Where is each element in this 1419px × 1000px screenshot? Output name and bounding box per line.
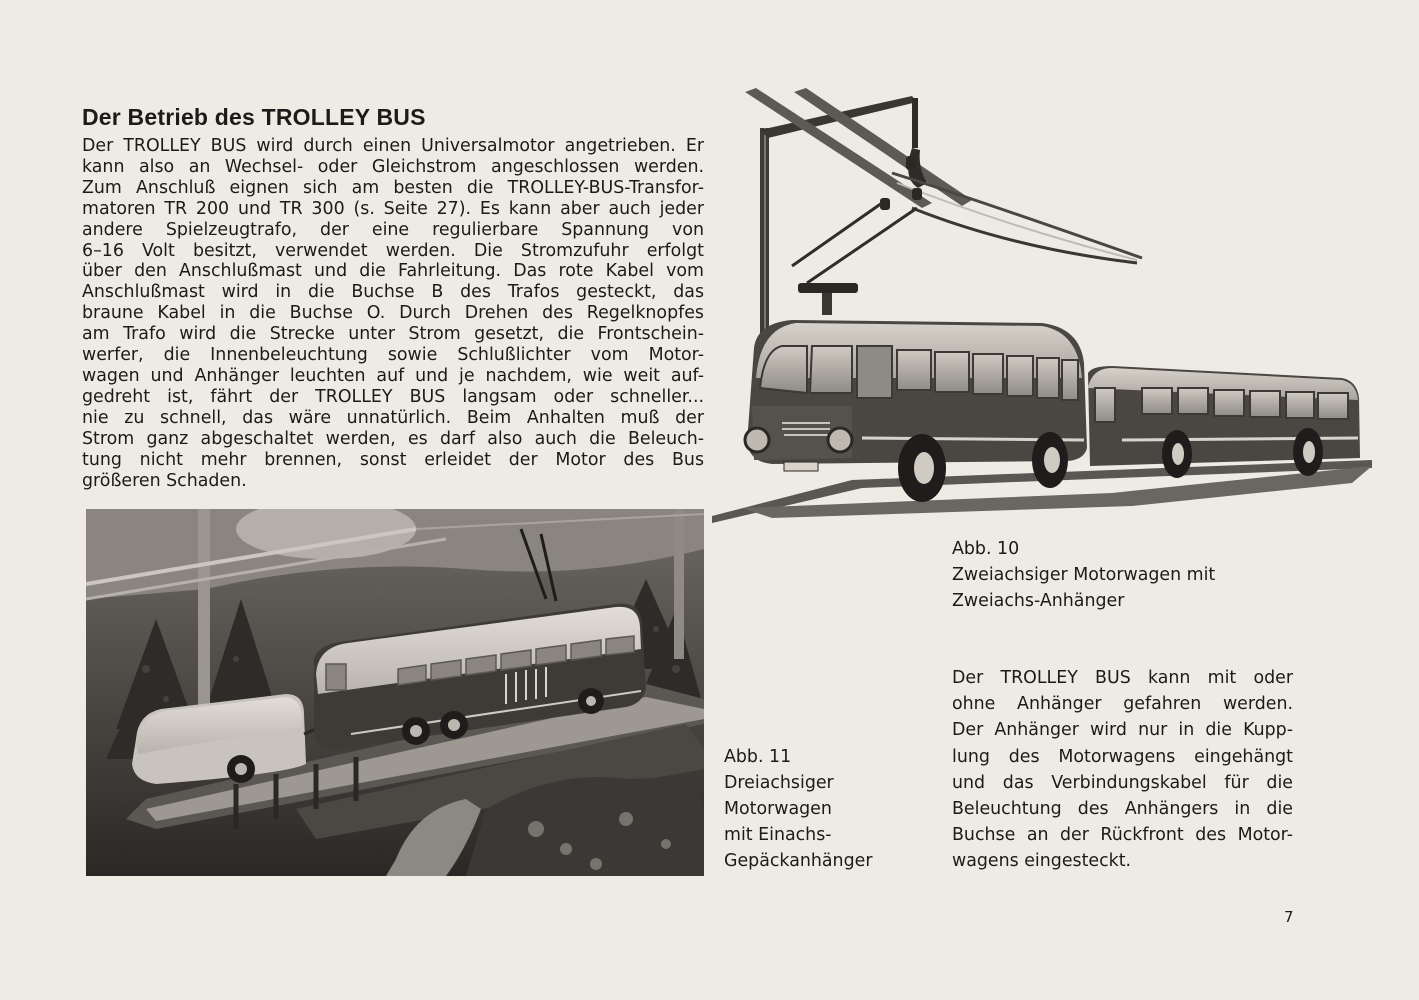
body-line: werfer, die Innenbeleuchtung sowie Schlußlichter vom Motor- bbox=[82, 345, 704, 366]
body-line: kann also an Wechsel- oder Gleichstrom angeschlossen werden. bbox=[82, 156, 704, 177]
photo-abb-11 bbox=[86, 509, 704, 876]
caption-line: Zweiachs-Anhänger bbox=[952, 591, 1125, 611]
caption-line: Zweiachsiger Motorwagen mit bbox=[952, 565, 1216, 585]
body-line: matoren TR 200 und TR 300 (s. Seite 27). Es kann aber auch jeder bbox=[82, 198, 704, 219]
body-line: Anschlußmast wird in die Buchse B des Trafos gesteckt, das bbox=[82, 282, 704, 303]
body-paragraph bbox=[82, 136, 704, 491]
section-heading: Der Betrieb des TROLLEY BUS bbox=[82, 104, 426, 130]
body-line: Strom ganz abgeschaltet werden, es darf also auch die Beleuch- bbox=[82, 428, 704, 449]
body-line: wagen und Anhänger leuchten auf und je nachdem, wie weit auf- bbox=[82, 365, 704, 386]
caption-line: Abb. 11 bbox=[724, 747, 792, 767]
side-paragraph bbox=[952, 665, 1293, 875]
body-line: tung nicht mehr brennen, sonst erleidet der Motor des Bus bbox=[82, 449, 704, 470]
side-line: wagens eingesteckt. bbox=[952, 851, 1132, 872]
caption-line: Gepäckanhänger bbox=[724, 851, 873, 871]
side-line: lung des Motorwagens eingehängt bbox=[952, 746, 1293, 767]
page-number: 7 bbox=[1284, 908, 1294, 926]
side-line: Der TROLLEY BUS kann mit oder bbox=[952, 668, 1293, 688]
side-line: Beleuchtung des Anhängers in die bbox=[952, 799, 1293, 820]
body-line: Der TROLLEY BUS wird durch einen Universalmotor angetrieben. Er bbox=[82, 136, 704, 156]
caption-line: Abb. 10 bbox=[952, 539, 1020, 559]
figure-caption-abb-11 bbox=[724, 744, 872, 874]
caption-line: Dreiachsiger bbox=[724, 773, 834, 793]
caption-line: mit Einachs- bbox=[724, 825, 832, 845]
caption-line: Motorwagen bbox=[724, 799, 832, 819]
body-line: über den Anschlußmast und die Fahrleitung. Das rote Kabel vom bbox=[82, 261, 704, 282]
body-line: andere Spielzeugtrafo, der eine regulierbare Spannung von bbox=[82, 219, 704, 240]
body-line: braune Kabel in die Buchse O. Durch Drehen des Regelknopfes bbox=[82, 303, 704, 324]
body-line: gedreht ist, fährt der TROLLEY BUS langsam oder schneller... bbox=[82, 386, 704, 407]
side-line: Buchse an der Rückfront des Motor- bbox=[952, 825, 1293, 846]
body-line: größeren Schaden. bbox=[82, 470, 247, 491]
body-line: nie zu schnell, das wäre unnatürlich. Beim Anhalten muß der bbox=[82, 407, 704, 428]
body-line: am Trafo wird die Strecke unter Strom gesetzt, die Frontschein- bbox=[82, 324, 704, 345]
body-line: 6–16 Volt besitzt, verwendet werden. Die Stromzufuhr erfolgt bbox=[82, 240, 704, 261]
side-line: und das Verbindungskabel für die bbox=[952, 772, 1293, 793]
photo-abb-10 bbox=[712, 88, 1372, 528]
bus-trailer bbox=[1088, 366, 1360, 478]
bus-motor-car bbox=[745, 320, 1087, 502]
figure-caption-abb-10 bbox=[952, 536, 1215, 614]
body-line: Zum Anschluß eignen sich am besten die TROLLEY-BUS-Transfor- bbox=[82, 177, 704, 198]
side-line: ohne Anhänger gefahren werden. bbox=[952, 694, 1293, 715]
side-line: Der Anhänger wird nur in die Kupp- bbox=[952, 720, 1293, 741]
